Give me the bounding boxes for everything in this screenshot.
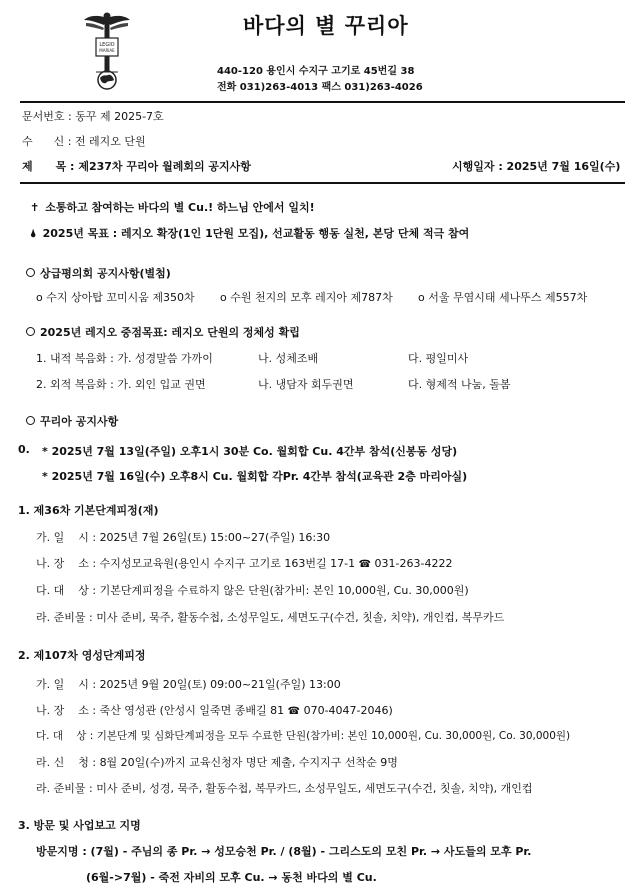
recipient-label: 수 신 : [22,135,72,148]
item2-row-0 [36,676,341,692]
circle-bullet-icon [26,416,35,425]
goal-text: 2025년 목표 : 레지오 확장(1인 1단원 모집), 선교활동 행동 실천, 본당 단체 적극 참여 [42,227,470,240]
item2-row-2 [36,728,570,743]
item2-row-3 [36,754,398,770]
item1-row-value: 미사 준비, 묵주, 활동수첩, 소성무일도, 세면도구(수건, 칫솔, 치약), 개인컵, 복무카드 [96,611,505,624]
legion-emblem-logo [82,10,132,90]
slogan-line [30,199,315,215]
section1-item-2: o 서울 무염시태 세나뚜스 제557차 [418,291,588,304]
inner-evangelization-1: 1. 내적 복음화 : 가. 성경말씀 가까이 [36,352,213,365]
zero-notice-1: * 2025년 7월 13일(주일) 오후1시 30분 Co. 월회합 Cu. 4간부 참석(신봉동 성당) [42,445,458,458]
section1-item-1: o 수원 천지의 모후 레지아 제787차 [220,291,393,304]
section3-heading [26,413,118,429]
subject-label: 제 목 : [22,160,75,173]
section2-heading [26,324,300,340]
item2-row-value: 2025년 9월 20일(토) 09:00~21일(주일) 13:00 [99,678,341,691]
item2-row-1 [36,702,393,718]
item2-row-label: 가. 일 시 : [36,678,97,691]
outer-evangelization-2: 나. 냉담자 회두권면 [258,378,354,391]
section1-item-0: o 수지 상아탑 꼬미시움 제350차 [36,291,195,304]
inner-evangelization-2: 나. 성체조배 [258,352,319,365]
address-line: 440-120 용인시 수지구 고기로 45번길 38 [217,66,415,77]
issue-date: 시행일자 : 2025년 7월 16일(수) [452,160,621,173]
subject [22,158,251,174]
item3-heading: 3. 방문 및 사업보고 지명 [18,819,141,832]
circle-bullet-icon [26,327,35,336]
svg-text:MARIAE: MARIAE [99,48,115,53]
header-rule [20,101,625,103]
inner-evangelization-3: 다. 평일미사 [408,352,469,365]
item1-row-3 [36,609,504,625]
item2-row-4 [36,780,533,796]
item2-row-value: 기본단계 및 심화단계피정을 모두 수료한 단원(참가비: 본인 10,000원, Cu. 30,000원, Co. 30,000원) [96,730,571,742]
item2-phone: 070-4047-2046) [303,704,393,717]
item1-row-label: 라. 준비물 : [36,611,93,624]
section1-heading [26,265,171,281]
visit-schedule-line1: 방문지명 : (7월) - 주님의 종 Pr. → 성모승천 Pr. / (8월) - 그리스도의 모친 Pr. → 사도들의 모후 Pr. [36,845,532,858]
doc-number-value: 동꾸 제 2025-7호 [75,110,164,123]
item1-row-label: 다. 대 상 : [36,584,97,597]
item1-row-2 [36,582,469,598]
phone-icon: ☎ [358,559,372,570]
item2-row-value: 8월 20일(수)까지 교육신청자 명단 제출, 수지지구 선착순 9명 [99,756,398,769]
cross-icon: ✝ [30,201,40,214]
goal-line [30,225,469,241]
item1-heading: 1. 제36차 기본단계피정(재) [18,504,159,517]
circle-bullet-icon [26,268,35,277]
drop-icon: 🌢 [30,227,37,240]
item2-row-label: 나. 장 소 : [36,704,97,717]
item2-row-label: 다. 대 상 : [36,730,94,742]
doc-number-label: 문서번호 : [22,110,72,123]
item1-row-0 [36,529,330,545]
doc-number [22,108,164,124]
item1-row-value: 기본단계피정을 수료하지 않은 단원(참가비: 본인 10,000원, Cu. 30,000원) [99,584,469,597]
item2-row-label: 라. 준비물 : [36,782,93,795]
item1-row-1 [36,555,452,571]
item1-phone: 031-263-4222 [374,557,453,570]
zero-notice-2: * 2025년 7월 16일(수) 오후8시 Cu. 월회합 각Pr. 4간부 참석(교육관 2층 마리아실) [42,470,468,483]
item2-row-value: 미사 준비, 성경, 묵주, 활동수첩, 복무카드, 소성무일도, 세면도구(수건, 칫솔, 치약), 개인컵 [96,782,533,795]
section1-item-text: 서울 무염시태 세나뚜스 제557차 [428,291,588,304]
subject-value: 제237차 꾸리아 월례회의 공지사항 [78,160,251,173]
section1-item-text: 수지 상아탑 꼬미시움 제350차 [46,291,195,304]
meta-rule [20,182,625,184]
contact-line: 전화 031)263-4013 팩스 031)263-4026 [217,82,423,93]
slogan-text: 소통하고 참여하는 바다의 별 Cu.! 하느님 안에서 일치! [45,201,315,214]
outer-evangelization-1: 2. 외적 복음화 : 가. 외인 입교 권면 [36,378,206,391]
phone-icon: ☎ [287,706,301,717]
svg-text:LEGIO: LEGIO [99,42,115,48]
recipient-value: 전 레지오 단원 [74,135,146,148]
item1-row-label: 나. 장 소 : [36,557,97,570]
outer-evangelization-3: 다. 형제적 나눔, 돌봄 [408,378,511,391]
recipient [22,133,146,149]
zero-number: 0. [18,443,30,456]
item2-row-label: 라. 신 청 : [36,756,97,769]
section3-heading-text: 꾸리아 공지사항 [40,415,119,428]
item2-heading: 2. 제107차 영성단계피정 [18,649,146,662]
item1-row-value: 수지성모교육원(용인시 수지구 고기로 163번길 17-1 [99,557,356,570]
section1-item-text: 수원 천지의 모후 레지아 제787차 [230,291,393,304]
section1-heading-text: 상급평의회 공지사항(별첨) [40,267,171,280]
org-title: 바다의 별 꾸리아 [243,14,409,38]
section2-heading-text: 2025년 레지오 중점목표: 레지오 단원의 정체성 확립 [40,326,300,339]
item2-row-value: 죽산 영성관 (안성시 일죽면 종배길 81 [99,704,285,717]
item1-row-label: 가. 일 시 : [36,531,97,544]
visit-schedule-line2: (6월->7월) - 죽전 자비의 모후 Cu. → 동천 바다의 별 Cu. [86,871,377,884]
item1-row-value: 2025년 7월 26일(토) 15:00~27(주일) 16:30 [99,531,331,544]
